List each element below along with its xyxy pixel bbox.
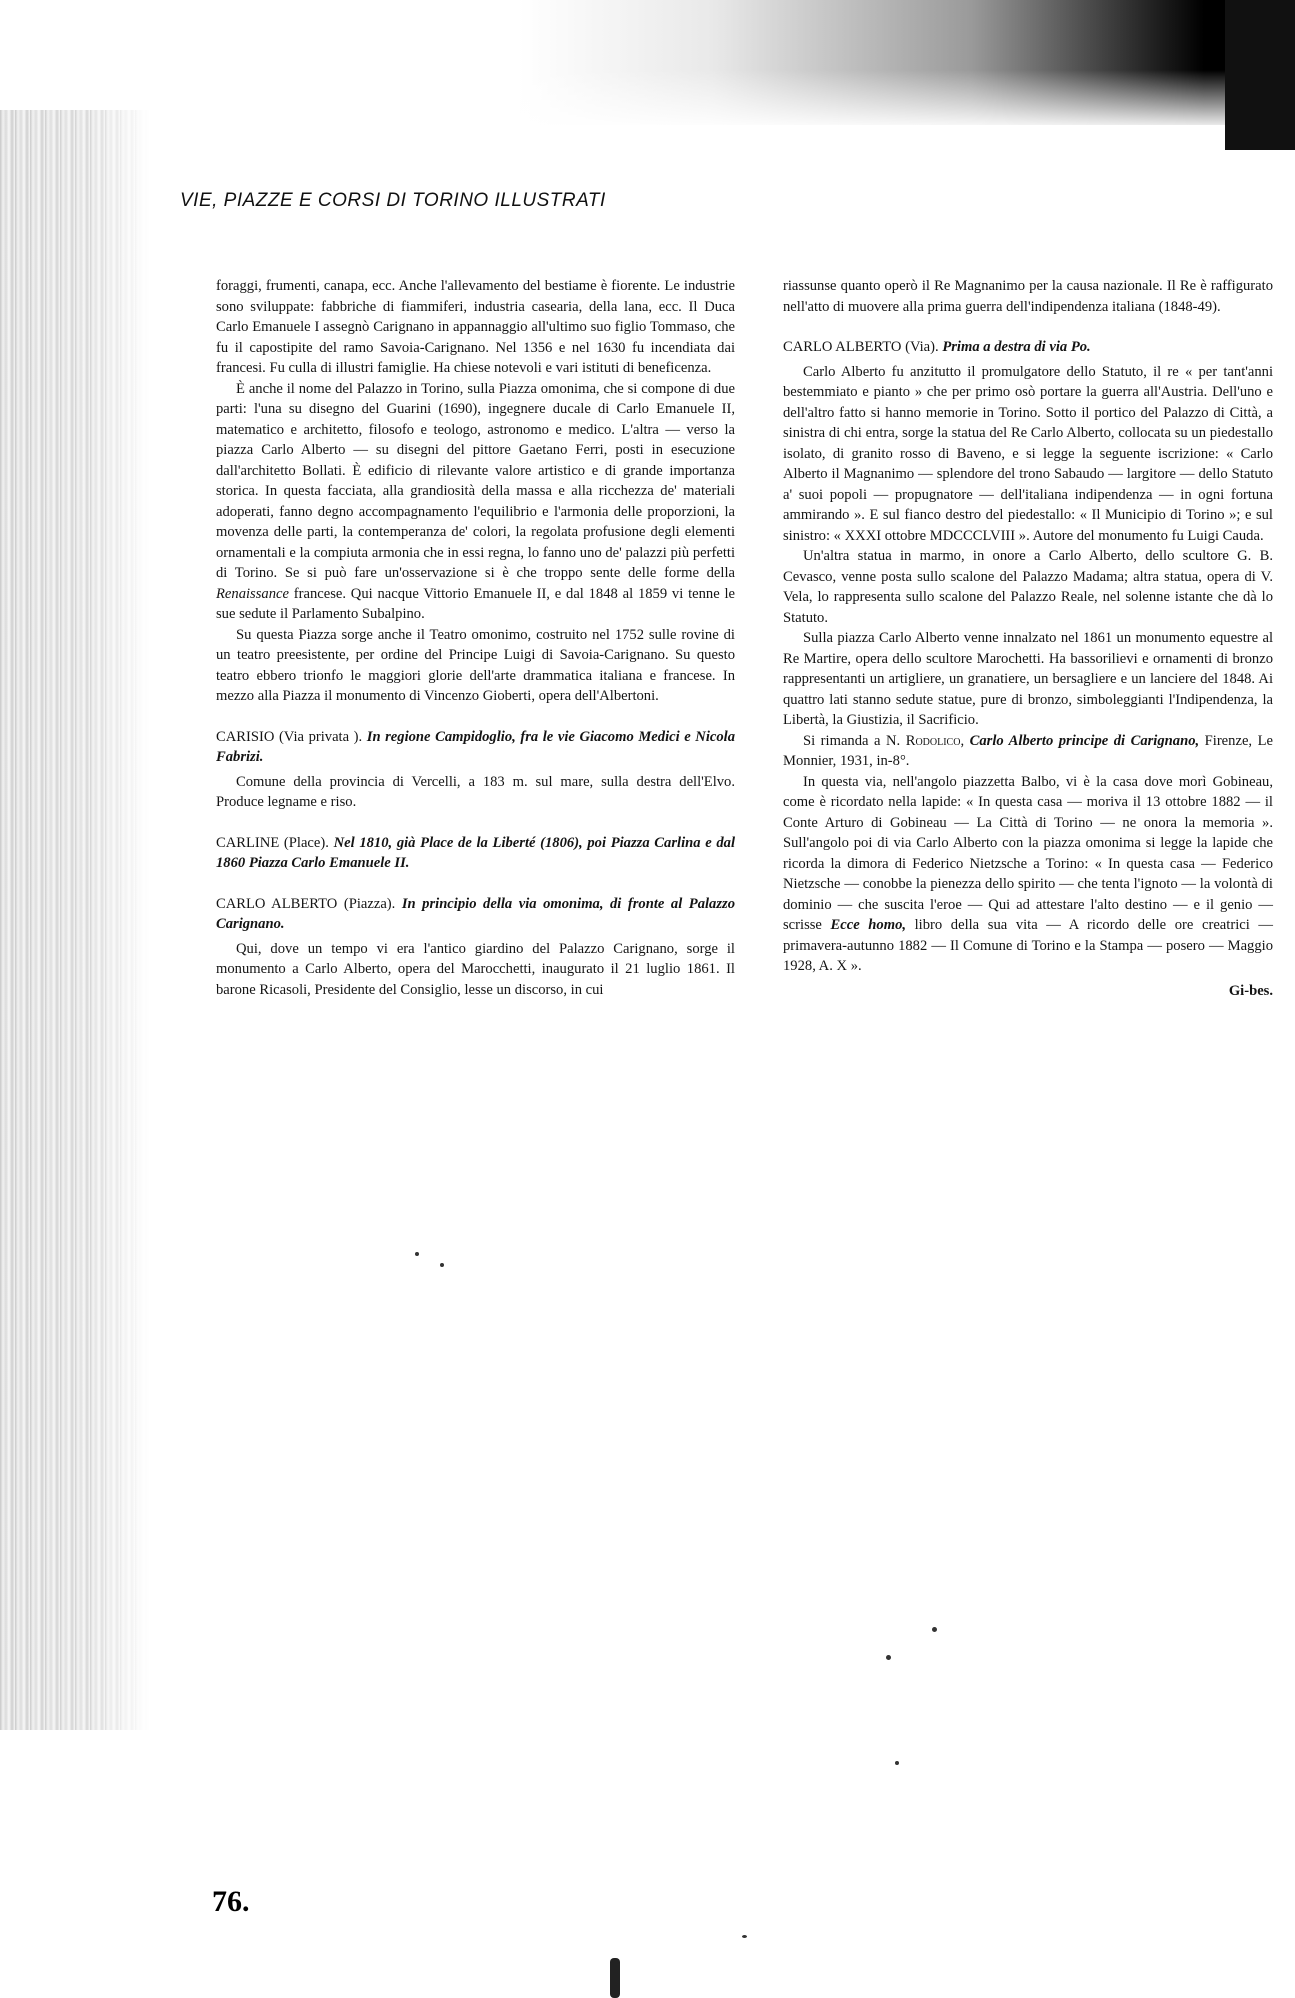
paragraph: riassunse quanto operò il Re Magnanimo per la causa nazionale. Il Re è raffigurato nell'atto di muovere alla prima guerra dell'indipendenza italiana (1848-49). (783, 278, 1273, 315)
scan-speck (886, 1655, 891, 1660)
paragraph: Carlo Alberto fu anzitutto il promulgatore dello Statuto, il re « per tant'anni bestemmiato e pianto » che per primo osò portare la guerra all'Austria. Dell'uno e dell'altro fatto si hanno memorie in Torino. Sotto il portico del Palazzo di Città, a sinistra di chi entra, sorge la statua del Re Carlo Alberto, collocata su un piedestallo isolato, di granito rosso di Baveno, e si legge la seguente iscrizione: « Carlo Alberto il Magnanimo — splendore del trono Sabaudo — largitore — dello Statuto a' suoi popoli — propugnatore — dell'italiana indipendenza — in ogni fortuna ammirando ». E sul fianco destro del piedestallo: « Il Municipio di Torino »; e sul sinistro: « XXXI ottobre MDCCCLVIII ». Autore del monumento fu Luigi Cauda. (783, 363, 1273, 544)
paragraph: Sulla piazza Carlo Alberto venne innalzato nel 1861 un monumento equestre al Re Martire, opera dello scultore Marochetti. Ha bassorilievi e ornamenti di bronzo rappresentanti un artigliere, un granatiere, un bersagliere e un lanciere del 1848. Ai quattro lati stanno sedute statue, pure di bronzo, simboleggianti l'Indipendenza, la Libertà, la Giustizia, il Sacrificio. (783, 630, 1273, 728)
entry-heading: CARLO ALBERTO (Via). Prima a destra di via Po. (783, 339, 1091, 355)
paragraph: Qui, dove un tempo vi era l'antico giardino del Palazzo Carignano, sorge il monumento a Carlo Alberto, opera del Marocchetti, inaugurato il 21 luglio 1861. Il barone Ricasoli, Presidente del Consiglio, lesse un discorso, in cui (216, 940, 735, 998)
right-column (783, 276, 1273, 1001)
paragraph: In questa via, nell'angolo piazzetta Balbo, vi è la casa dove morì Gobineau, come è ricordato nella lapide: « In questa casa — moriva il 13 ottobre 1882 — il Conte Arturo di Gobineau — La Città di Torino — ne onora la memoria ». Sull'angolo poi di via Carlo Alberto con la piazza omonima si legge la lapide che ricorda la dimora di Federico Nietzsche a Torino: « In questa casa — Federico Nietzsche — conobbe la pienezza dello spirito — che tenta l'ignoto — la volontà di dominio — che suscita l'eroe — Qui ad attestare l'alto destino — e il genio — scrisse Ecce homo, libro della sua vita — A ricordo delle ore creatrici — primavera-autunno 1882 — Il Comune di Torino e la Stampa — posero — Maggio 1928, A. X ». (783, 773, 1273, 974)
paragraph: È anche il nome del Palazzo in Torino, sulla Piazza omonima, che si compone di due parti: l'una su disegno del Guarini (1690), ingegnere ducale di Carlo Emanuele II, matematico e architetto, filosofo e teologo, astronomo e medico. L'altra — verso la piazza Carlo Alberto — su disegni del pittore Gaetano Ferri, posti in esecuzione dall'architetto Bollati. È edificio di rilevante valore artistico e di grande importanza storica. In questa facciata, alla grandiosità della massa e alla ricchezza de' materiali adoperati, fanno degno accompagnamento l'equilibrio e l'armonia delle proporzioni, la movenza delle parti, la contemperanza de' colori, la regolata profusione degli elementi ornamentali e la compiuta armonia che in essi regna, lo fanno uno de' palazzi più perfetti di Torino. Se si può fare un'osservazione si è che troppo sente delle forme della Renaissance francese. Qui nacque Vittorio Emanuele II, e dal 1848 al 1859 vi tenne le sue sedute il Parlamento Subalpino. (216, 380, 735, 622)
scan-binding-edge-fade (0, 110, 150, 1730)
entry-heading: CARLO ALBERTO (Piazza). In principio della via omonima, di fronte al Palazzo Carignano. (216, 895, 735, 932)
running-header: VIE, PIAZZE E CORSI DI TORINO ILLUSTRATI (180, 190, 606, 211)
scan-speck (895, 1761, 899, 1765)
citation: Si rimanda a N. Rodolico, Carlo Alberto principe di Carignano, Firenze, Le Monnier, 1931, in-8°. (783, 732, 1273, 769)
left-column (216, 276, 735, 1000)
page-number: 76. (212, 1885, 250, 1918)
scan-speck (440, 1263, 444, 1267)
scan-speck (742, 1935, 747, 1938)
signature: Gi-bes. (1228, 982, 1273, 999)
scan-speck (415, 1252, 419, 1256)
scan-mark (610, 1958, 620, 1998)
scan-shadow-fade (0, 70, 1295, 130)
entry-heading: CARLINE (Place). Nel 1810, già Place de la Liberté (1806), poi Piazza Carlina e dal 1860 Piazza Carlo Emanuele II. (216, 834, 736, 871)
paragraph: Su questa Piazza sorge anche il Teatro omonimo, costruito nel 1752 sulle rovine di un teatro preesistente, per ordine del Principe Luigi di Savoia-Carignano. Su questo teatro ebbero trionfo le maggiori glorie dell'arte drammatica italiana e francese. In mezzo alla Piazza il monumento di Vincenzo Gioberti, opera dell'Albertoni. (216, 626, 735, 704)
paragraph: Comune della provincia di Vercelli, a 183 m. sul mare, sulla destra dell'Elvo. Produce legname e riso. (216, 773, 735, 810)
paragraph: foraggi, frumenti, canapa, ecc. Anche l'allevamento del bestiame è fiorente. Le industrie sono sviluppate: fabbriche di fiammiferi, industria casearia, della lana, ecc. Il Duca Carlo Emanuele I assegnò Carignano in appannaggio all'ultimo suo figlio Tommaso, che fu il capostipite del ramo Savoia-Carignano. Nel 1356 e nel 1630 fu incendiata dai francesi. Fu culla di illustri famiglie. Ha chiese notevoli e vari istituti di beneficenza. (216, 278, 735, 376)
scan-dark-corner (1225, 0, 1295, 150)
paragraph: Un'altra statua in marmo, in onore a Carlo Alberto, dello scultore G. B. Cevasco, venne posta sullo scalone del Palazzo Madama; altra statua, opera di V. Vela, lo rappresenta sullo scalone del Palazzo Reale, nel solenne istante che dà lo Statuto. (783, 548, 1273, 626)
entry-heading: CARISIO (Via privata ). In regione Campidoglio, fra le vie Giacomo Medici e Nicola Fabrizi. (216, 728, 735, 765)
scan-speck (932, 1627, 937, 1632)
